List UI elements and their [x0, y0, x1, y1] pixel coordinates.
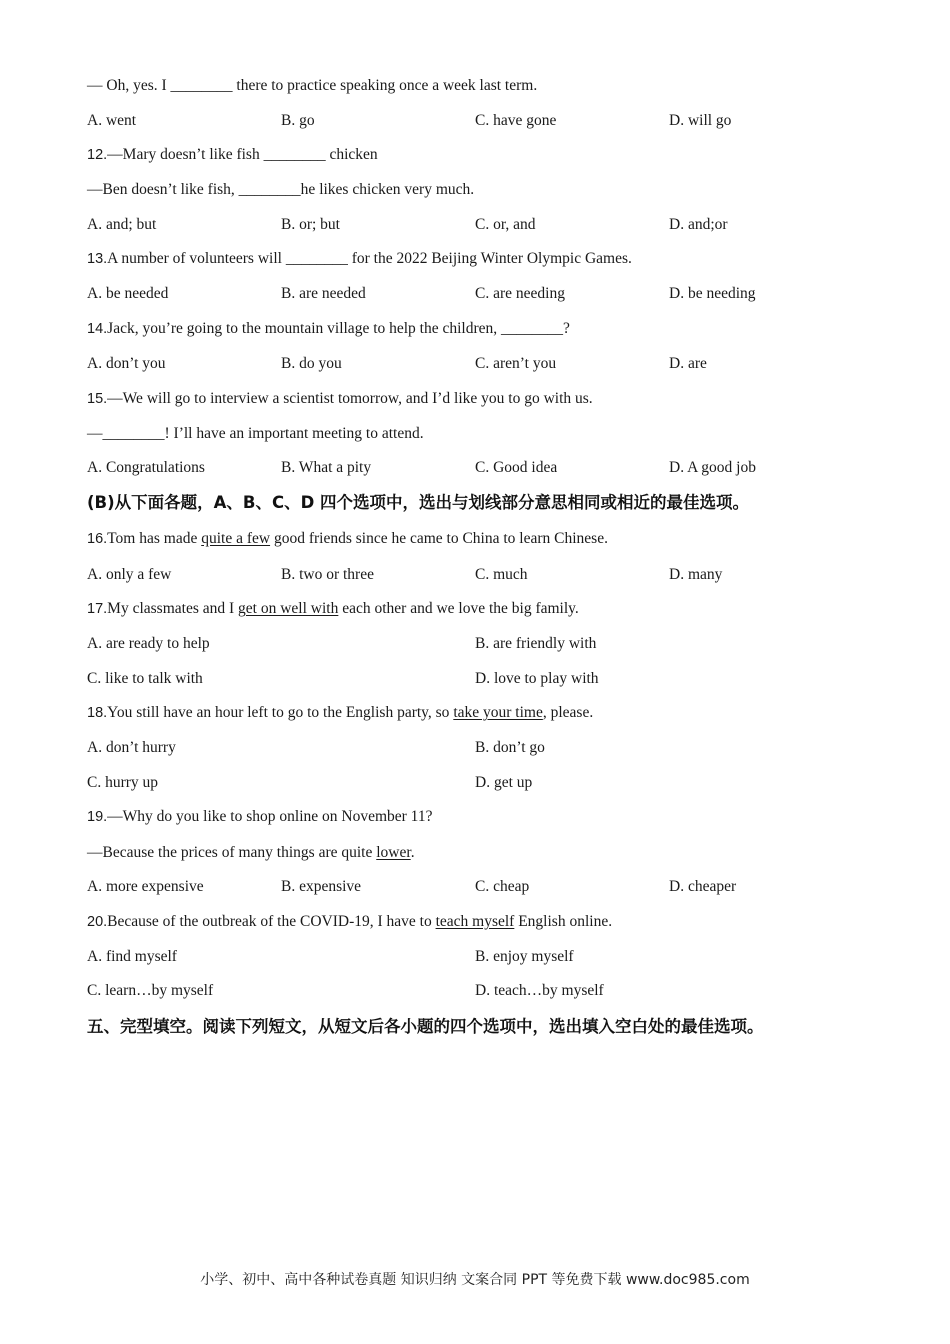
q12-text: —Mary doesn’t like fish ________ chicken — [107, 146, 378, 163]
q14-text: Jack, you’re going to the mountain village to help the children, ________? — [107, 320, 570, 337]
q13-text: A number of volunteers will ________ for the 2022 Beijing Winter Olympic Games. — [107, 250, 632, 267]
q17-text-pre: My classmates and I — [107, 600, 239, 617]
q11-option-c[interactable]: C. have gone — [475, 112, 557, 129]
q19-line2-post: . — [410, 844, 415, 861]
q14-number: 14. — [87, 321, 108, 337]
q13-number: 13. — [87, 251, 108, 267]
q17-option-b[interactable]: B. are friendly with — [475, 635, 597, 652]
q14-option-d[interactable]: D. are — [669, 355, 707, 372]
q19-option-b[interactable]: B. expensive — [281, 878, 362, 895]
q16-stem — [87, 529, 608, 549]
section-b-heading: (B)从下面各题，A、B、C、D 四个选项中，选出与划线部分意思相同或相近的最佳选项。 — [87, 493, 750, 512]
q15-number: 15. — [87, 391, 108, 407]
q19-number: 19. — [87, 809, 108, 825]
q17-option-d[interactable]: D. love to play with — [475, 670, 599, 687]
q20-stem — [87, 912, 612, 932]
q13-option-c[interactable]: C. are needing — [475, 285, 565, 302]
q12-stem — [87, 145, 378, 165]
q17-option-c[interactable]: C. like to talk with — [87, 670, 203, 687]
q18-option-d[interactable]: D. get up — [475, 774, 533, 791]
q15-option-b[interactable]: B. What a pity — [281, 459, 372, 476]
q15-option-c[interactable]: C. Good idea — [475, 459, 558, 476]
q20-option-a[interactable]: A. find myself — [87, 948, 177, 965]
q12-option-b[interactable]: B. or; but — [281, 216, 340, 233]
q19-option-c[interactable]: C. cheap — [475, 878, 530, 895]
q16-text-pre: Tom has made — [107, 530, 202, 547]
q16-number: 16. — [87, 531, 108, 547]
q17-option-a[interactable]: A. are ready to help — [87, 635, 210, 652]
q19-option-d[interactable]: D. cheaper — [669, 878, 737, 895]
q20-text-pre: Because of the outbreak of the COVID-19, I have to — [107, 913, 436, 930]
q14-option-a[interactable]: A. don’t you — [87, 355, 166, 372]
q16-option-b[interactable]: B. two or three — [281, 566, 374, 583]
q20-option-b[interactable]: B. enjoy myself — [475, 948, 574, 965]
q13-option-d[interactable]: D. be needing — [669, 285, 756, 302]
page-footer: 小学、初中、高中各种试卷真题 知识归纳 文案合同 PPT 等免费下载 www.doc985.com — [200, 1272, 750, 1288]
q14-option-b[interactable]: B. do you — [281, 355, 342, 372]
q11-option-a[interactable]: A. went — [87, 112, 137, 129]
q11-option-b[interactable]: B. go — [281, 112, 315, 129]
q16-option-c[interactable]: C. much — [475, 566, 528, 583]
q19-stem — [87, 807, 432, 827]
q16-option-a[interactable]: A. only a few — [87, 566, 172, 583]
q16-text-post: good friends since he came to China to learn Chinese. — [270, 530, 608, 547]
q16-option-d[interactable]: D. many — [669, 566, 723, 583]
q20-number: 20. — [87, 914, 108, 930]
q11-option-d[interactable]: D. will go — [669, 112, 732, 129]
q20-option-c[interactable]: C. learn…by myself — [87, 982, 214, 999]
q15-option-a[interactable]: A. Congratulations — [87, 459, 205, 476]
q16-underlined-phrase: quite a few — [201, 530, 271, 547]
q11-answer-line: — Oh, yes. I ________ there to practice speaking once a week last term. — [87, 77, 538, 94]
q15-option-d[interactable]: D. A good job — [669, 459, 756, 476]
q17-text-post: each other and we love the big family. — [338, 600, 579, 617]
q19-line2-pre: —Because the prices of many things are quite — [87, 844, 377, 861]
q13-stem — [87, 249, 632, 269]
q18-text-post: , please. — [542, 704, 594, 721]
q18-option-a[interactable]: A. don’t hurry — [87, 739, 176, 756]
q18-underlined-phrase: take your time — [453, 704, 543, 721]
section-5-heading: 五、完型填空。阅读下列短文，从短文后各小题的四个选项中，选出填入空白处的最佳选项。 — [87, 1017, 764, 1036]
q15-text: —We will go to interview a scientist tomorrow, and I’d like you to go with us. — [107, 390, 593, 407]
q19-line2 — [87, 843, 415, 863]
q20-text-post: English online. — [514, 913, 613, 930]
q20-underlined-phrase: teach myself — [435, 913, 515, 930]
q15-stem — [87, 389, 593, 409]
q12-number: 12. — [87, 147, 108, 163]
q12-option-d[interactable]: D. and;or — [669, 216, 728, 233]
q20-option-d[interactable]: D. teach…by myself — [475, 982, 604, 999]
q12-option-a[interactable]: A. and; but — [87, 216, 157, 233]
q17-stem — [87, 599, 579, 619]
q18-number: 18. — [87, 705, 108, 721]
q12-line2: —Ben doesn’t like fish, ________he likes chicken very much. — [87, 181, 475, 198]
q14-option-c[interactable]: C. aren’t you — [475, 355, 557, 372]
q19-option-a[interactable]: A. more expensive — [87, 878, 204, 895]
q15-line2: —________! I’ll have an important meeting to attend. — [87, 425, 424, 442]
q19-text: —Why do you like to shop online on November 11? — [107, 808, 433, 825]
q13-option-a[interactable]: A. be needed — [87, 285, 169, 302]
q18-option-c[interactable]: C. hurry up — [87, 774, 159, 791]
q19-underlined-word: lower — [376, 844, 411, 861]
q14-stem — [87, 319, 570, 339]
q18-stem — [87, 703, 593, 723]
q17-number: 17. — [87, 601, 108, 617]
q12-option-c[interactable]: C. or, and — [475, 216, 536, 233]
q18-text-pre: You still have an hour left to go to the English party, so — [107, 704, 454, 721]
q17-underlined-phrase: get on well with — [238, 600, 339, 617]
q13-option-b[interactable]: B. are needed — [281, 285, 366, 302]
q18-option-b[interactable]: B. don’t go — [475, 739, 545, 756]
